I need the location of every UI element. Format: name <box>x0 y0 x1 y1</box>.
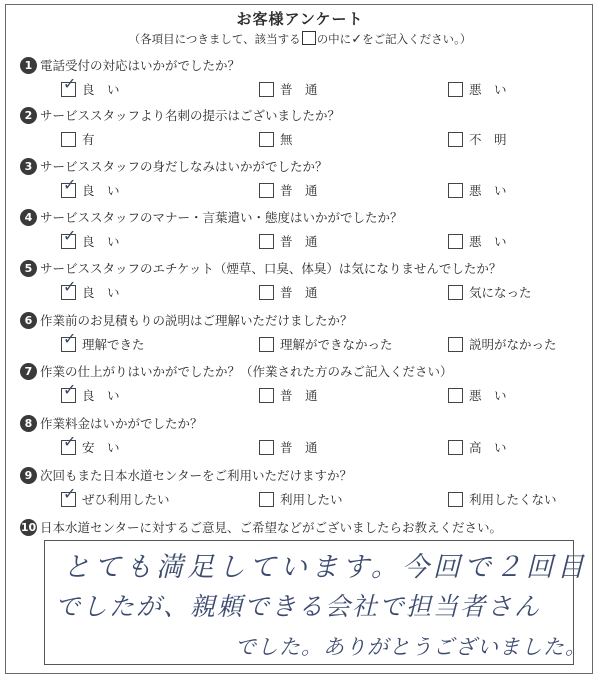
instruction-line <box>0 31 600 47</box>
question-1 <box>0 56 600 104</box>
checkbox[interactable] <box>259 82 274 97</box>
option-label: 普 通 <box>280 183 318 198</box>
page-title: お客様アンケート <box>236 10 364 28</box>
checkbox[interactable] <box>259 234 274 249</box>
option-label: 有 <box>82 132 95 147</box>
comment-line-2: でしたが、親頼できる会社で担当者さん <box>55 592 542 621</box>
option-3[interactable] <box>448 335 557 353</box>
option-3[interactable] <box>448 80 507 98</box>
option-label: 良 い <box>82 82 120 97</box>
check-mark-icon: ✓ <box>351 32 363 47</box>
question-number-badge: 1 <box>20 57 37 74</box>
checkbox[interactable] <box>259 285 274 300</box>
question-2 <box>0 106 600 154</box>
question-text: 作業料金はいかがでしたか？ <box>40 416 203 431</box>
option-3[interactable] <box>448 181 507 199</box>
option-label: 理解ができなかった <box>280 337 393 352</box>
check-mark-icon: ✓ <box>63 484 77 503</box>
question-number-badge: 3 <box>20 158 37 175</box>
question-6 <box>0 311 600 359</box>
option-3[interactable] <box>448 232 507 250</box>
option-label: 説明がなかった <box>469 337 557 352</box>
option-1[interactable] <box>61 277 120 301</box>
question-number-badge: 8 <box>20 415 37 432</box>
check-mark-icon: ✓ <box>63 329 77 348</box>
checkbox[interactable] <box>61 277 77 300</box>
checkbox[interactable] <box>61 74 77 97</box>
option-label: 良 い <box>82 234 120 249</box>
checkbox[interactable] <box>259 183 274 198</box>
comment-field[interactable] <box>44 540 588 665</box>
question-text: サービススタッフの身だしなみはいかがでしたか？ <box>40 159 328 174</box>
option-label: 悪 い <box>469 234 507 249</box>
question-number-badge: 5 <box>20 260 37 277</box>
option-3[interactable] <box>448 386 507 404</box>
question-8 <box>0 414 600 462</box>
question-text: サービススタッフのエチケット（煙草、口臭、体臭）は気になりませんでしたか？ <box>40 261 502 276</box>
question-3 <box>0 157 600 205</box>
option-1[interactable] <box>61 74 120 98</box>
check-mark-icon: ✓ <box>63 74 77 93</box>
check-mark-icon: ✓ <box>63 175 77 194</box>
option-label: 悪 い <box>469 388 507 403</box>
comment-line-1: とても満足しています。今回で２回目 <box>63 552 588 583</box>
option-3[interactable] <box>448 490 557 508</box>
checkbox[interactable] <box>61 484 77 507</box>
question-4 <box>0 208 600 256</box>
question-number-badge: 4 <box>20 209 37 226</box>
checkbox[interactable] <box>61 432 77 455</box>
question-number-badge: 6 <box>20 312 37 329</box>
question-text: 作業の仕上がりはいかがでしたか？（作業された方のみご記入ください） <box>40 364 453 379</box>
option-label: 利用したい <box>280 492 343 507</box>
checkbox[interactable] <box>61 380 77 403</box>
option-label: 普 通 <box>280 234 318 249</box>
checkbox[interactable] <box>448 183 463 198</box>
question-number-badge: 2 <box>20 107 37 124</box>
option-1[interactable] <box>61 175 120 199</box>
checkbox[interactable] <box>61 329 77 352</box>
option-2[interactable] <box>259 130 293 148</box>
checkbox[interactable] <box>259 440 274 455</box>
option-1[interactable] <box>61 329 145 353</box>
option-3[interactable] <box>448 283 532 301</box>
option-label: 利用したくない <box>469 492 557 507</box>
option-label: 良 い <box>82 285 120 300</box>
checkbox-sample-icon <box>302 31 316 45</box>
option-1[interactable] <box>61 226 120 250</box>
option-label: 理解できた <box>82 337 145 352</box>
option-label: 安 い <box>82 440 120 455</box>
option-1[interactable] <box>61 432 120 456</box>
checkbox[interactable] <box>259 492 274 507</box>
option-1[interactable] <box>61 380 120 404</box>
option-label: 普 通 <box>280 285 318 300</box>
option-label: 悪 い <box>469 82 507 97</box>
question-5 <box>0 259 600 307</box>
instruction-before: （各項目につきまして、該当する <box>128 32 301 46</box>
instruction-middle: の中に <box>316 32 352 46</box>
question-text: 作業前のお見積もりの説明はご理解いただけましたか？ <box>40 313 353 328</box>
option-2[interactable] <box>259 438 318 456</box>
checkbox[interactable] <box>259 337 274 352</box>
option-label: 気になった <box>469 285 532 300</box>
checkbox[interactable] <box>448 82 463 97</box>
option-2[interactable] <box>259 181 318 199</box>
checkbox[interactable] <box>448 132 463 147</box>
check-mark-icon: ✓ <box>63 432 77 451</box>
comment-line-3: でした。ありがとうございました。 <box>235 635 587 659</box>
option-label: 不 明 <box>469 132 507 147</box>
checkbox[interactable] <box>448 492 463 507</box>
check-mark-icon: ✓ <box>63 277 77 296</box>
option-1[interactable] <box>61 484 170 508</box>
question-text: サービススタッフのマナー・言葉遣い・態度はいかがでしたか？ <box>40 210 403 225</box>
checkbox[interactable] <box>448 440 463 455</box>
checkbox[interactable] <box>448 234 463 249</box>
checkbox[interactable] <box>61 132 76 147</box>
checkbox[interactable] <box>448 388 463 403</box>
option-2[interactable] <box>259 80 318 98</box>
question-7 <box>0 362 600 410</box>
option-label: 普 通 <box>280 388 318 403</box>
instruction-after: をご記入ください。） <box>362 32 472 46</box>
option-label: 無 <box>280 132 293 147</box>
option-label: 普 通 <box>280 82 318 97</box>
question-text: サービススタッフより名刺の提示はございましたか？ <box>40 108 341 123</box>
option-label: 普 通 <box>280 440 318 455</box>
checkbox[interactable] <box>61 226 77 249</box>
option-label: 良 い <box>82 183 120 198</box>
check-mark-icon: ✓ <box>63 226 77 245</box>
checkbox[interactable] <box>61 175 77 198</box>
option-label: 高 い <box>469 440 507 455</box>
option-3[interactable] <box>448 130 507 148</box>
question-number-badge: 7 <box>20 363 37 380</box>
question-9 <box>0 466 600 514</box>
option-2[interactable] <box>259 335 393 353</box>
checkbox[interactable] <box>259 388 274 403</box>
question-number-badge: 10 <box>20 521 37 534</box>
question-text: 次回もまた日本水道センターをご利用いただけますか？ <box>40 468 353 483</box>
option-label: ぜひ利用したい <box>82 492 170 507</box>
checkbox[interactable] <box>448 337 463 352</box>
checkbox[interactable] <box>259 132 274 147</box>
option-2[interactable] <box>259 386 318 404</box>
option-3[interactable] <box>448 438 507 456</box>
option-label: 悪 い <box>469 183 507 198</box>
check-mark-icon: ✓ <box>63 380 77 399</box>
question-text: 日本水道センターに対するご意見、ご希望などがございましたらお教えください。 <box>40 520 503 535</box>
option-2[interactable] <box>259 232 318 250</box>
option-2[interactable] <box>259 490 343 508</box>
question-number-badge: 9 <box>20 467 37 484</box>
option-label: 良 い <box>82 388 120 403</box>
option-2[interactable] <box>259 283 318 301</box>
question-text: 電話受付の対応はいかがでしたか？ <box>40 58 241 73</box>
checkbox[interactable] <box>448 285 463 300</box>
option-1[interactable] <box>61 130 95 148</box>
